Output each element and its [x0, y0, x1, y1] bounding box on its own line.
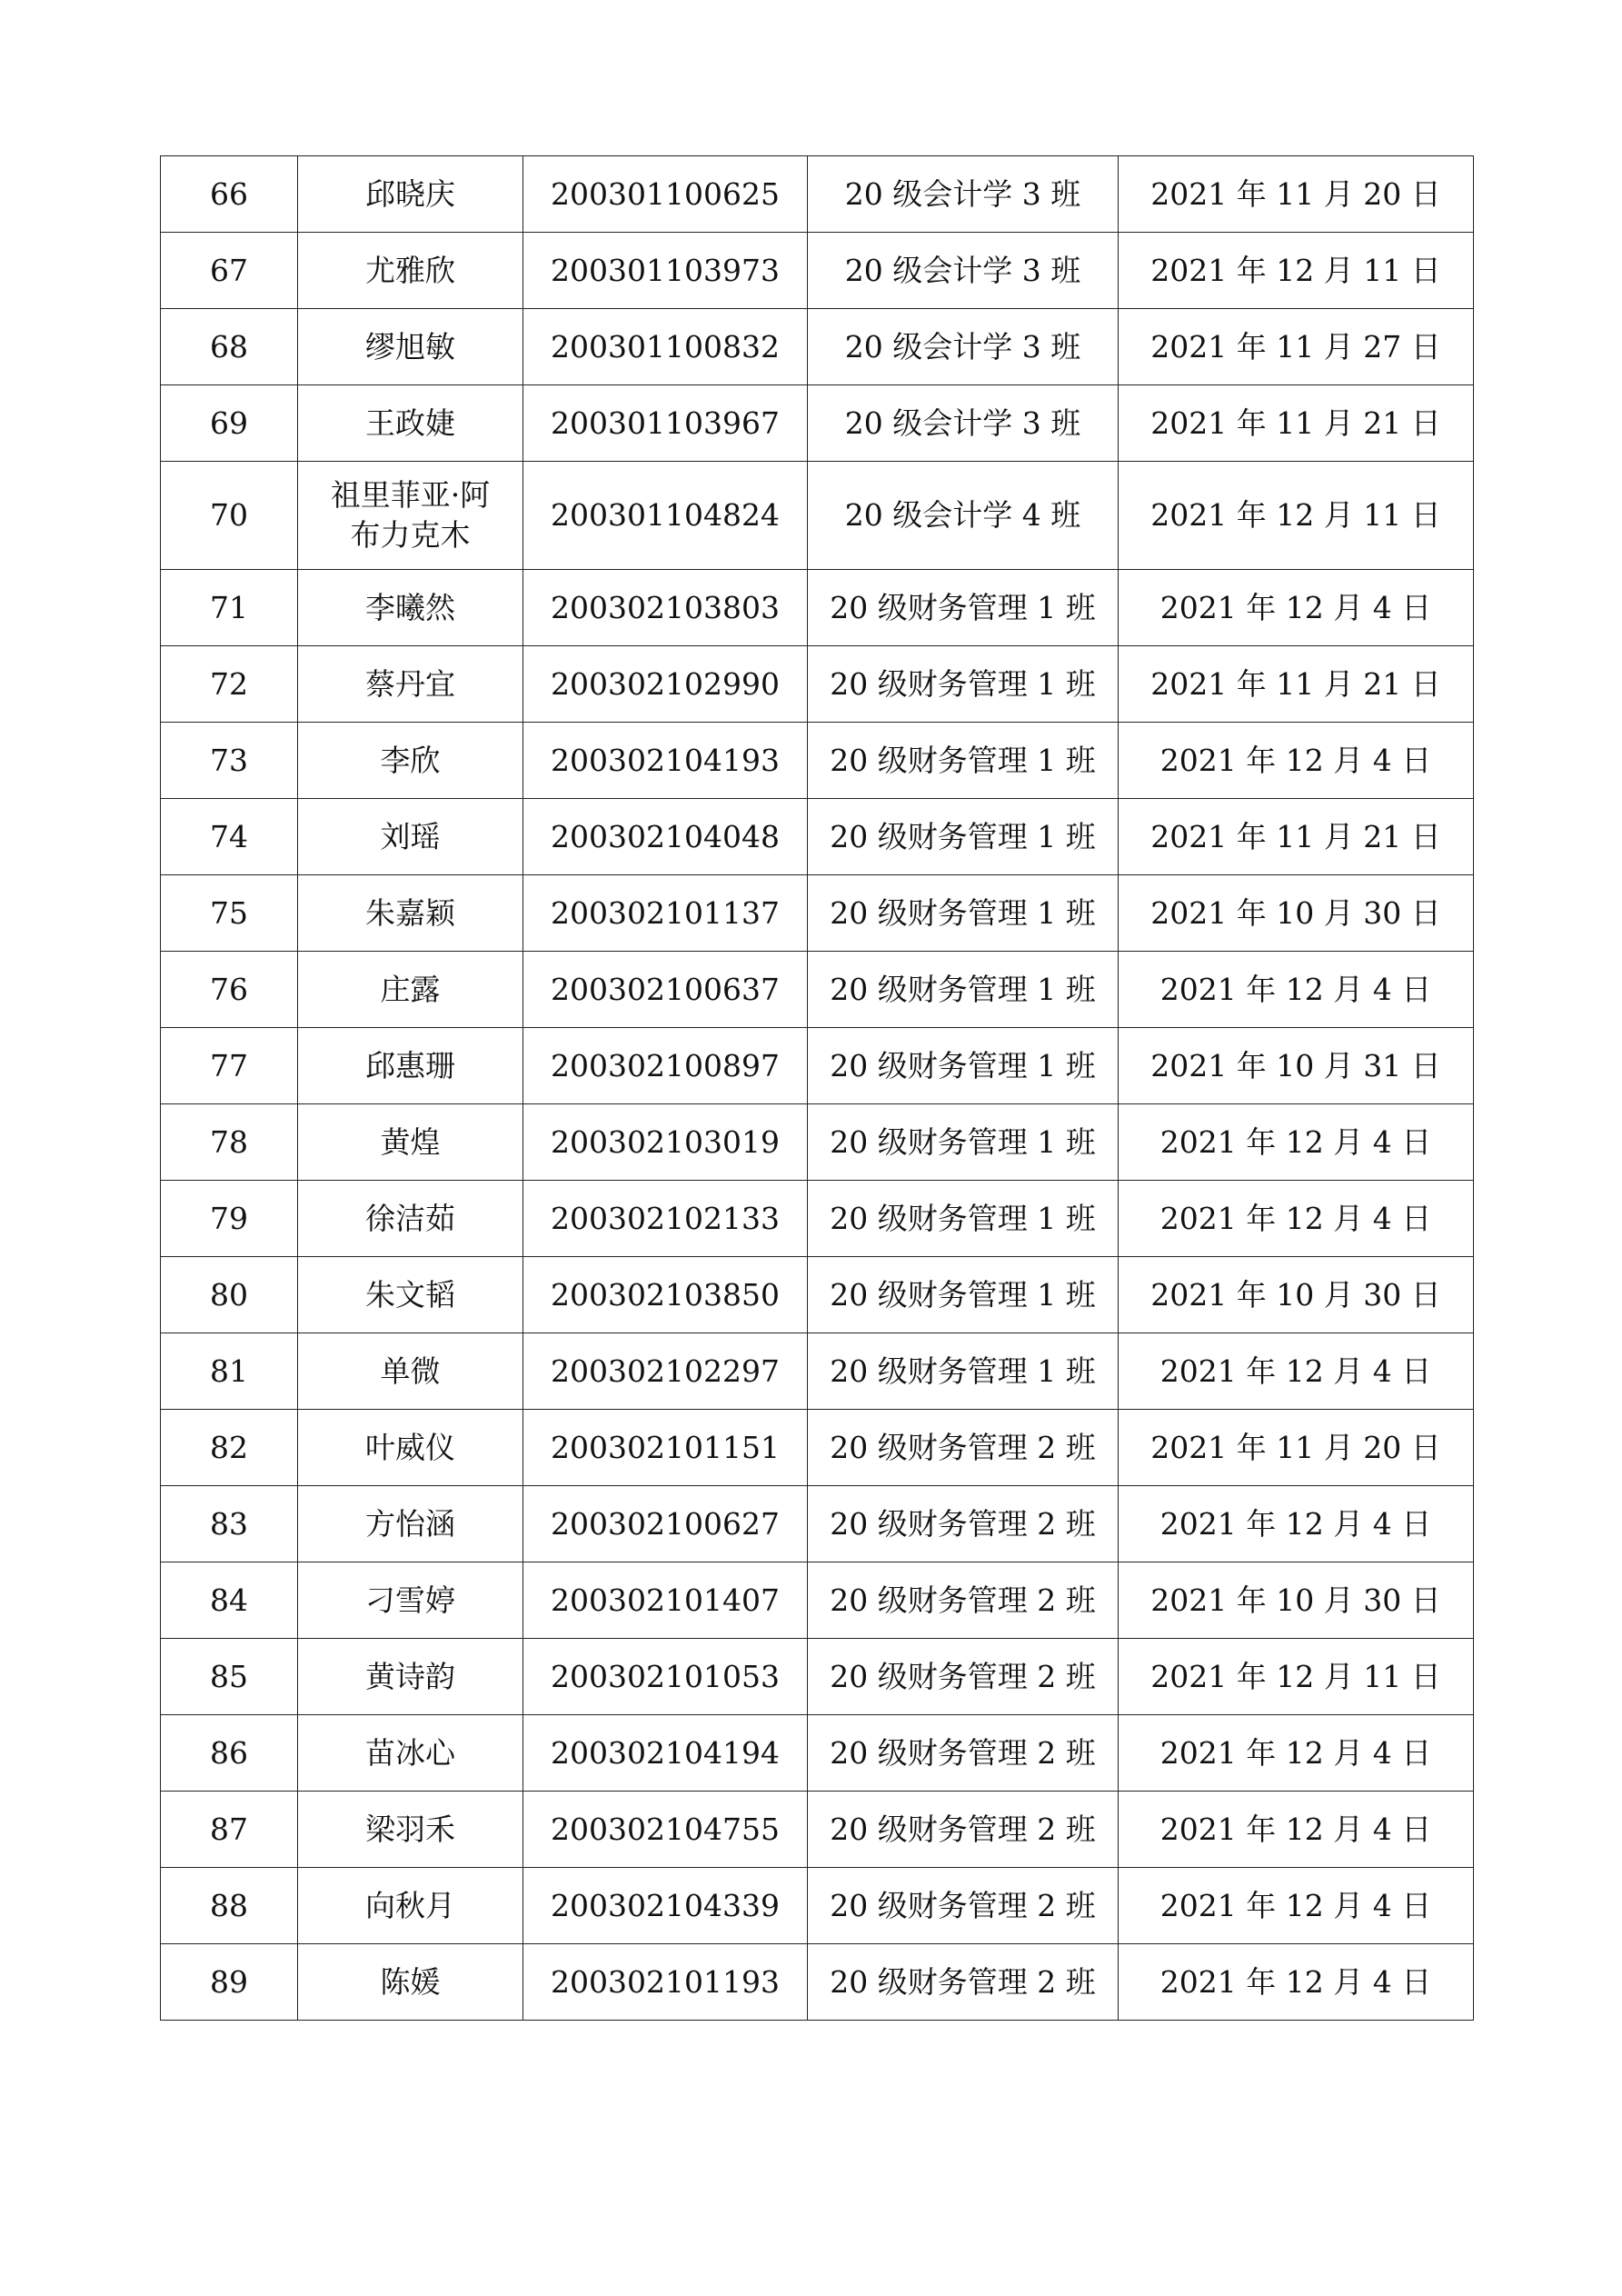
- student-id: 200302104193: [523, 723, 808, 799]
- student-name-text: 黄煌: [380, 1123, 441, 1160]
- row-number: 78: [161, 1104, 298, 1181]
- student-id: 200302102297: [523, 1333, 808, 1410]
- date: 2021 年 10 月 30 日: [1119, 1562, 1474, 1639]
- date: 2021 年 12 月 4 日: [1119, 1944, 1474, 2021]
- student-name: [298, 723, 523, 799]
- student-name: [298, 1486, 523, 1562]
- table-row: [161, 1028, 1474, 1104]
- class-name: 20 级财务管理 1 班: [808, 1257, 1119, 1333]
- student-id: 200302101053: [523, 1639, 808, 1715]
- class-name: 20 级财务管理 1 班: [808, 1181, 1119, 1257]
- student-name: [298, 233, 523, 309]
- date: 2021 年 10 月 30 日: [1119, 1257, 1474, 1333]
- date: 2021 年 11 月 27 日: [1119, 309, 1474, 385]
- student-id: 200302103850: [523, 1257, 808, 1333]
- student-id: 200302103019: [523, 1104, 808, 1181]
- table-row: [161, 462, 1474, 570]
- table-row: [161, 1257, 1474, 1333]
- student-name: [298, 1028, 523, 1104]
- row-number: 74: [161, 799, 298, 875]
- student-id: 200302104048: [523, 799, 808, 875]
- student-name-text: 邱惠珊: [365, 1047, 455, 1083]
- student-id: 200302102133: [523, 1181, 808, 1257]
- student-name-text: 叶威仪: [365, 1429, 455, 1465]
- class-name: 20 级会计学 3 班: [808, 233, 1119, 309]
- date: 2021 年 12 月 4 日: [1119, 723, 1474, 799]
- table-row: [161, 309, 1474, 385]
- student-name: [298, 1410, 523, 1486]
- student-id: 200302104194: [523, 1715, 808, 1792]
- student-id: 200302102990: [523, 646, 808, 723]
- table-row: [161, 646, 1474, 723]
- student-id: 200301100625: [523, 156, 808, 233]
- student-name: [298, 156, 523, 233]
- student-name-text: 刁雪婷: [365, 1582, 455, 1618]
- row-number: 89: [161, 1944, 298, 2021]
- student-name: [298, 570, 523, 646]
- row-number: 88: [161, 1868, 298, 1944]
- class-name: 20 级财务管理 2 班: [808, 1715, 1119, 1792]
- student-name: [298, 799, 523, 875]
- student-name: [298, 646, 523, 723]
- table-row: [161, 1944, 1474, 2021]
- student-name: [298, 385, 523, 462]
- student-name: [298, 1792, 523, 1868]
- row-number: 76: [161, 952, 298, 1028]
- date: 2021 年 12 月 4 日: [1119, 1486, 1474, 1562]
- row-number: 87: [161, 1792, 298, 1868]
- date: 2021 年 12 月 11 日: [1119, 233, 1474, 309]
- date: 2021 年 12 月 4 日: [1119, 1104, 1474, 1181]
- student-name-text: 王政婕: [365, 404, 455, 441]
- table-row: [161, 1181, 1474, 1257]
- student-id: 200302100637: [523, 952, 808, 1028]
- student-id: 200302104339: [523, 1868, 808, 1944]
- class-name: 20 级财务管理 2 班: [808, 1562, 1119, 1639]
- table-row: [161, 875, 1474, 952]
- student-id: 200302100897: [523, 1028, 808, 1104]
- row-number: 72: [161, 646, 298, 723]
- student-name: [298, 462, 523, 570]
- student-name: [298, 1333, 523, 1410]
- student-name-text: 尤雅欣: [365, 252, 455, 288]
- student-name-text: 蔡丹宜: [365, 665, 455, 702]
- student-name-text: 朱嘉颖: [365, 894, 455, 931]
- class-name: 20 级会计学 3 班: [808, 309, 1119, 385]
- student-name-text: 刘瑶: [380, 818, 441, 854]
- table-row: [161, 1562, 1474, 1639]
- class-name: 20 级会计学 4 班: [808, 462, 1119, 570]
- student-name-text: 梁羽禾: [365, 1811, 455, 1847]
- date: 2021 年 10 月 30 日: [1119, 875, 1474, 952]
- class-name: 20 级财务管理 2 班: [808, 1944, 1119, 2021]
- student-name-text: 黄诗韵: [365, 1658, 455, 1694]
- student-name-text: 庄露: [380, 971, 441, 1007]
- student-name: [298, 1868, 523, 1944]
- row-number: 80: [161, 1257, 298, 1333]
- date: 2021 年 11 月 21 日: [1119, 385, 1474, 462]
- student-name: [298, 1639, 523, 1715]
- row-number: 69: [161, 385, 298, 462]
- roster-table: [160, 155, 1474, 2021]
- class-name: 20 级会计学 3 班: [808, 385, 1119, 462]
- date: 2021 年 11 月 20 日: [1119, 1410, 1474, 1486]
- class-name: 20 级财务管理 2 班: [808, 1486, 1119, 1562]
- row-number: 82: [161, 1410, 298, 1486]
- student-name: [298, 309, 523, 385]
- student-name: [298, 1715, 523, 1792]
- student-id: 200302103803: [523, 570, 808, 646]
- roster-table-body: [161, 156, 1474, 2021]
- table-row: [161, 1486, 1474, 1562]
- class-name: 20 级财务管理 2 班: [808, 1868, 1119, 1944]
- student-id: 200302100627: [523, 1486, 808, 1562]
- row-number: 77: [161, 1028, 298, 1104]
- date: 2021 年 12 月 4 日: [1119, 1181, 1474, 1257]
- date: 2021 年 11 月 21 日: [1119, 799, 1474, 875]
- class-name: 20 级财务管理 1 班: [808, 646, 1119, 723]
- date: 2021 年 12 月 4 日: [1119, 570, 1474, 646]
- table-row: [161, 1792, 1474, 1868]
- class-name: 20 级财务管理 1 班: [808, 1104, 1119, 1181]
- class-name: 20 级财务管理 1 班: [808, 875, 1119, 952]
- table-row: [161, 1104, 1474, 1181]
- student-name-text: 方怡涵: [365, 1505, 455, 1542]
- table-row: [161, 570, 1474, 646]
- student-name: [298, 952, 523, 1028]
- student-name: [298, 1944, 523, 2021]
- student-name: [298, 875, 523, 952]
- date: 2021 年 12 月 4 日: [1119, 1792, 1474, 1868]
- row-number: 85: [161, 1639, 298, 1715]
- row-number: 67: [161, 233, 298, 309]
- student-name-text: 朱文韬: [365, 1276, 455, 1313]
- table-row: [161, 233, 1474, 309]
- student-id: 200302101151: [523, 1410, 808, 1486]
- class-name: 20 级财务管理 2 班: [808, 1639, 1119, 1715]
- table-row: [161, 1715, 1474, 1792]
- student-id: 200301100832: [523, 309, 808, 385]
- date: 2021 年 11 月 20 日: [1119, 156, 1474, 233]
- student-name-text: 徐洁茹: [365, 1200, 455, 1236]
- class-name: 20 级财务管理 1 班: [808, 723, 1119, 799]
- class-name: 20 级财务管理 2 班: [808, 1410, 1119, 1486]
- student-name-text: 李曦然: [365, 589, 455, 625]
- table-row: [161, 1333, 1474, 1410]
- student-name: [298, 1181, 523, 1257]
- student-id: 200302101193: [523, 1944, 808, 2021]
- date: 2021 年 12 月 4 日: [1119, 952, 1474, 1028]
- student-name-text: 单微: [380, 1353, 441, 1389]
- date: 2021 年 12 月 4 日: [1119, 1715, 1474, 1792]
- row-number: 84: [161, 1562, 298, 1639]
- row-number: 86: [161, 1715, 298, 1792]
- date: 2021 年 10 月 31 日: [1119, 1028, 1474, 1104]
- date: 2021 年 12 月 4 日: [1119, 1333, 1474, 1410]
- row-number: 83: [161, 1486, 298, 1562]
- row-number: 79: [161, 1181, 298, 1257]
- table-row: [161, 1868, 1474, 1944]
- class-name: 20 级会计学 3 班: [808, 156, 1119, 233]
- class-name: 20 级财务管理 1 班: [808, 1028, 1119, 1104]
- student-name-text: 苗冰心: [365, 1734, 455, 1771]
- student-name-text: 邱晓庆: [365, 175, 455, 212]
- student-id: 200301103973: [523, 233, 808, 309]
- student-id: 200302101407: [523, 1562, 808, 1639]
- date: 2021 年 11 月 21 日: [1119, 646, 1474, 723]
- student-name-text: 祖里菲亚·阿布力克木: [330, 477, 491, 553]
- class-name: 20 级财务管理 1 班: [808, 799, 1119, 875]
- date: 2021 年 12 月 4 日: [1119, 1868, 1474, 1944]
- row-number: 81: [161, 1333, 298, 1410]
- student-id: 200301104824: [523, 462, 808, 570]
- student-id: 200301103967: [523, 385, 808, 462]
- class-name: 20 级财务管理 1 班: [808, 570, 1119, 646]
- student-name: [298, 1104, 523, 1181]
- student-name: [298, 1257, 523, 1333]
- row-number: 73: [161, 723, 298, 799]
- class-name: 20 级财务管理 2 班: [808, 1792, 1119, 1868]
- student-name: [298, 1562, 523, 1639]
- table-row: [161, 952, 1474, 1028]
- student-name-text: 陈媛: [380, 1963, 441, 2000]
- class-name: 20 级财务管理 1 班: [808, 1333, 1119, 1410]
- table-row: [161, 385, 1474, 462]
- row-number: 75: [161, 875, 298, 952]
- student-id: 200302101137: [523, 875, 808, 952]
- student-id: 200302104755: [523, 1792, 808, 1868]
- student-name-text: 李欣: [380, 742, 441, 778]
- student-name-text: 缪旭敏: [365, 328, 455, 364]
- table-row: [161, 1639, 1474, 1715]
- table-row: [161, 156, 1474, 233]
- class-name: 20 级财务管理 1 班: [808, 952, 1119, 1028]
- row-number: 71: [161, 570, 298, 646]
- table-row: [161, 723, 1474, 799]
- student-name-text: 向秋月: [365, 1887, 455, 1923]
- row-number: 66: [161, 156, 298, 233]
- table-row: [161, 1410, 1474, 1486]
- row-number: 70: [161, 462, 298, 570]
- table-row: [161, 799, 1474, 875]
- date: 2021 年 12 月 11 日: [1119, 462, 1474, 570]
- date: 2021 年 12 月 11 日: [1119, 1639, 1474, 1715]
- row-number: 68: [161, 309, 298, 385]
